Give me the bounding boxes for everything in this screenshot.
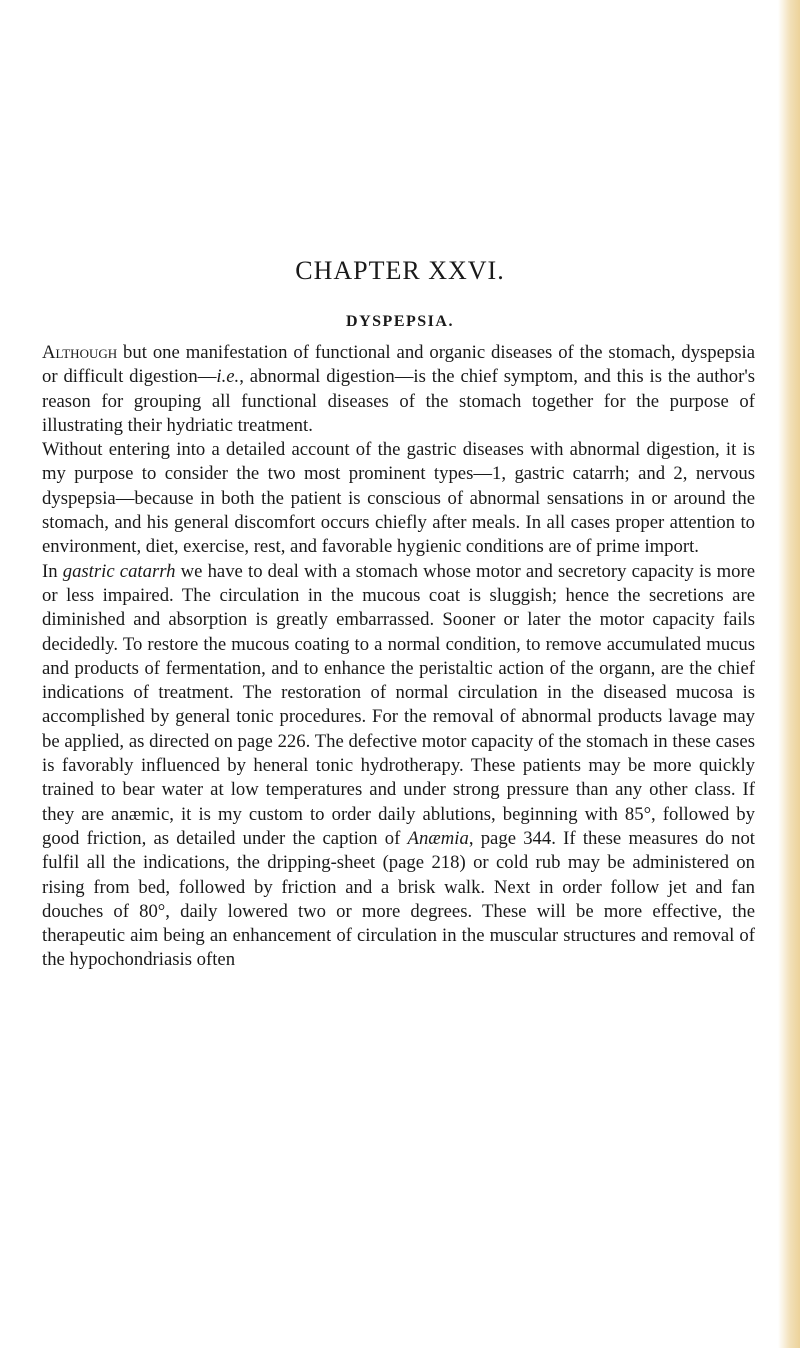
paragraph-1 xyxy=(42,341,755,438)
italic-span: Anæmia xyxy=(407,827,469,849)
text-span: In xyxy=(42,560,63,582)
italic-span: gastric catarrh xyxy=(62,560,176,582)
text-span: , page 344. If these measures do not fulfil all the indications, the dripping-sheet (page 218) or cold rub may be administered on rising from bed, followed by friction and a brisk walk. Next in order follow jet and fan douches of 80°, daily lowered two or more degrees. These will be more effective, the therapeutic aim being an enhancement of circulation in the muscular structures and removal of the hypochondriasis often xyxy=(42,827,756,971)
paragraph-3 xyxy=(42,560,755,973)
italic-span: i.e. xyxy=(216,366,240,388)
section-title: DYSPEPSIA. xyxy=(346,313,454,330)
text-span: we have to deal with a stomach whose motor and secretory capacity is more or less impaired. The circulation in the mucous coat is sluggish; hence the secretions are diminished and absorption is greatly embarrassed. Sooner or later the motor capacity fails decidedly. To restore the mucous coating to a normal condition, to remove accumulated mucus and products of fermentation, and to enhance the peristaltic action of the organn, are the chief indications of treatment. The restoration of normal circulation in the diseased mucosa is accomplished by general tonic procedures. For the removal of abnormal products lavage may be applied, as directed on page 226. The defective motor capacity of the stomach in these cases is favorably influenced by heneral tonic hydrotherapy. These patients may be more quickly trained to bear water at low temperatures and under strong pressure than any other class. If they are anæmic, it is my custom to order daily ablutions, beginning with 85°, followed by good friction, as detailed under the caption of xyxy=(42,560,755,849)
paragraph-lead-word: Although xyxy=(42,342,118,363)
text-span: but one manifestation of functional and organic diseases of the stomach, dyspepsia or difficult digestion— xyxy=(42,342,755,388)
text-span: , abnormal digestion—is the chief symptom, and this is the author's reason for grouping all functional diseases of the stomach together for the purpose of illustrating their hydriatic treatment. xyxy=(42,366,755,436)
body-text xyxy=(42,341,755,973)
page-edge-shadow xyxy=(778,0,800,1348)
chapter-title: CHAPTER XXVI. xyxy=(295,256,505,285)
text-span: Without entering into a detailed account of the gastric diseases with abnormal digestion, it is my purpose to consider the two most prominent types—1, gastric catarrh; and 2, nervous dyspepsia—because in both the patient is conscious of abnormal sensations in or around the stomach, and his general discomfort occurs chiefly after meals. In all cases proper attention to environment, diet, exercise, rest, and favorable hygienic conditions are of prime import. xyxy=(42,439,755,558)
paragraph-2 xyxy=(42,438,755,559)
